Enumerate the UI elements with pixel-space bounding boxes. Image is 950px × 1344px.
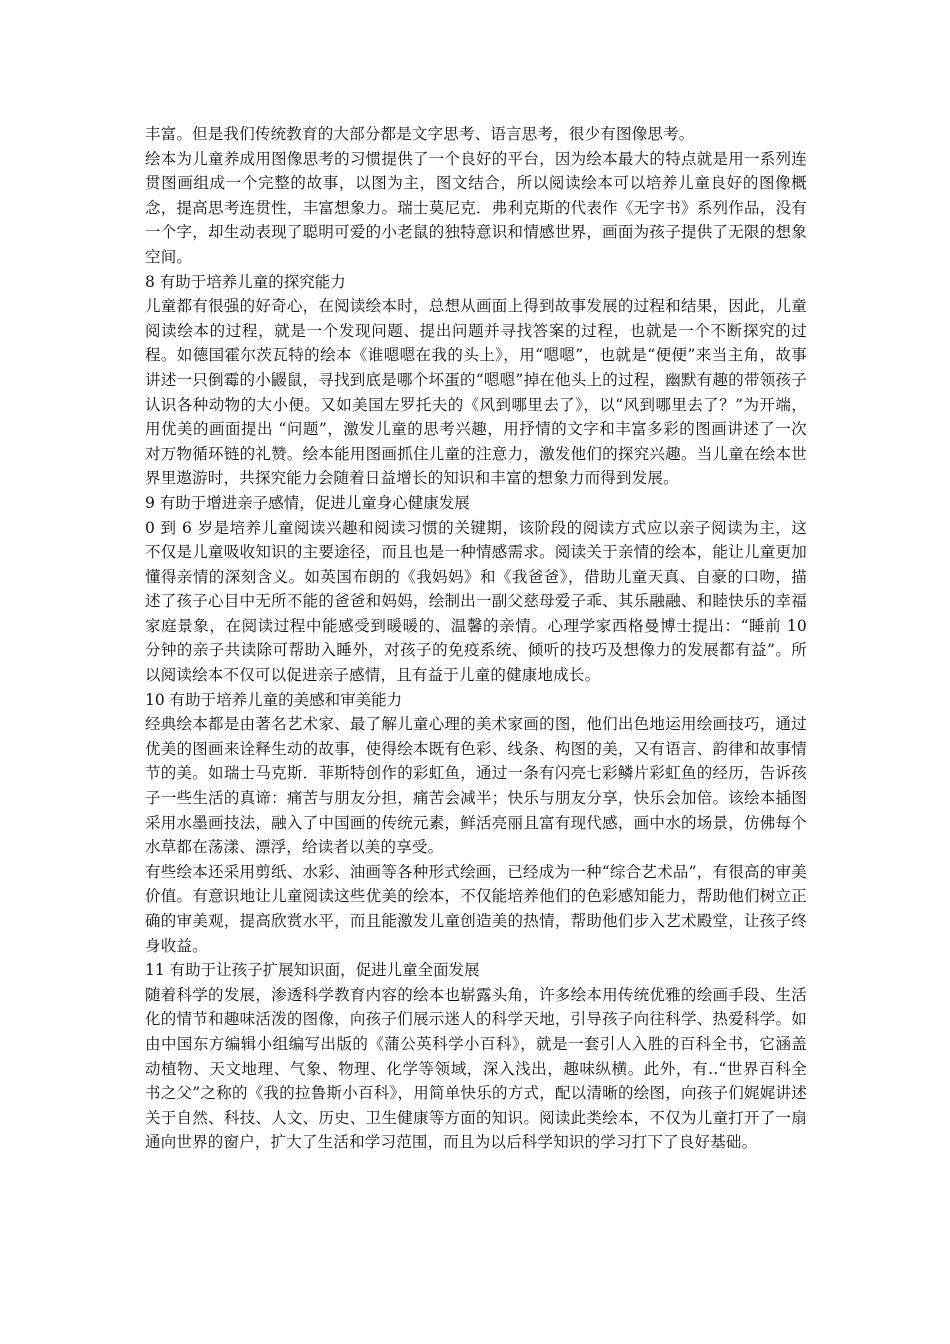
paragraph-art-forms: 有些绘本还采用剪纸、水彩、油画等各种形式绘画，已经成为一种“综合艺术品”，有很高的审美价值。有意识地让儿童阅读这些优美的绘本，不仅能培养他们的色彩感知能力，帮助他们树立正确的审美观，提高欣赏水平，而且能激发儿童创造美的热情，帮助他们步入艺术殿堂，让孩子终身收益。 (145, 862, 807, 955)
paragraph-parent-child: 0 到 6 岁是培养儿童阅读兴趣和阅读习惯的关键期，该阶段的阅读方式应以亲子阅读为主，这不仅是儿童吸收知识的主要途径，而且也是一种情感需求。阅读关于亲情的绘本，能让儿童更加懂得亲情的深刻含义。如英国布朗的《我妈妈》和《我爸爸》，借助儿童天真、自豪的口吻，描述了孩子心目中无所不能的爸爸和妈妈，绘制出一副父慈母爱子乖、其乐融融、和睦快乐的幸福家庭景象，在阅读过程中能感受到暖暖的、温馨的亲情。心理学家西格曼博士提出：“睡前 10 分钟的亲子共读除可帮助入睡外，对孩子的免疫系统、倾听的技巧及想像力的发展都有益”。所以阅读绘本不仅可以促进亲子感情，且有益于儿童的健康地成长。 (145, 518, 807, 685)
paragraph-aesthetics: 经典绘本都是由著名艺术家、最了解儿童心理的美术家画的图，他们出色地运用绘画技巧，通过优美的图画来诠释生动的故事，使得绘本既有色彩、线条、构图的美，又有语言、韵律和故事情节的美。如瑞士马克斯．菲斯特创作的彩虹鱼，通过一条有闪亮七彩鳞片彩虹鱼的经历，告诉孩子一些生活的真谛：痛苦与朋友分担，痛苦会减半；快乐与朋友分享，快乐会加倍。该绘本插图采用水墨画技法，融入了中国画的传统元素，鲜活亮丽且富有现代感，画中水的场景，仿佛每个水草都在荡漾、漂浮，给读者以美的享受。 (145, 715, 807, 857)
paragraph-knowledge: 随着科学的发展，渗透科学教育内容的绘本也崭露头角，许多绘本用传统优雅的绘画手段、生活化的情节和趣味活泼的图像，向孩子们展示迷人的科学天地，引导孩子向往科学、热爱科学。如由中国东方编辑小组编写出版的《蒲公英科学小百科》，就是一套引人入胜的百科全书，它涵盖动植物、天文地理、气象、物理、化学等领域，深入浅出，趣味纵横。此外，有..“世界百科全书之父”之称的《我的拉鲁斯小百科》，用简单快乐的方式，配以清晰的绘图，向孩子们娓娓讲述关于自然、科技、人文、历史、卫生健康等方面的知识。阅读此类绘本，不仅为儿童打开了一扇通向世界的窗户，扩大了生活和学习范围，而且为以后科学知识的学习打下了良好基础。 (145, 985, 807, 1152)
section-heading-11: 11 有助于让孩子扩展知识面，促进儿童全面发展 (145, 961, 480, 980)
paragraph-intro-tail: 丰富。但是我们传统教育的大部分都是文字思考、语言思考，很少有图像思考。 (145, 125, 695, 143)
paragraph-exploration: 儿童都有很强的好奇心，在阅读绘本时，总想从画面上得到故事发展的过程和结果，因此，儿童阅读绘本的过程，就是一个发现问题、提出问题并寻找答案的过程，也就是一个不断探究的过程。如德国霍尔茨瓦特的绘本《谁嗯嗯在我的头上》，用“嗯嗯”，也就是“便便”来当主角，故事讲述一只倒霉的小鼹鼠，寻找到底是哪个坏蛋的“嗯嗯”掉在他头上的过程，幽默有趣的带领孩子认识各种动物的大小便。又如美国左罗托夫的《风到哪里去了》，以“风到哪里去了？”为开端，用优美的画面提出 “问题”，激发儿童的思考兴趣，用抒情的文字和丰富多彩的图画讲述了一次对万物循环链的礼赞。绘本能用图画抓住儿童的注意力，激发他们的探究兴趣。当儿童在绘本世界里遨游时，共探究能力会随着日益增长的知识和丰富的想象力而得到发展。 (145, 297, 807, 488)
section-heading-8: 8 有助于培养儿童的探究能力 (145, 272, 346, 291)
document-page (145, 122, 807, 1155)
section-heading-10: 10 有助于培养儿童的美感和审美能力 (145, 690, 403, 709)
section-heading-9: 9 有助于增进亲子感情，促进儿童身心健康发展 (145, 493, 470, 512)
paragraph-image-thinking: 绘本为儿童养成用图像思考的习惯提供了一个良好的平台，因为绘本最大的特点就是用一系列连贯图画组成一个完整的故事，以图为主，图文结合，所以阅读绘本可以培养儿童良好的图像概念，提高思考连贯性，丰富想象力。瑞士莫尼克．弗利克斯的代表作《无字书》系列作品，没有一个字，却生动表现了聪明可爱的小老鼠的独特意识和情感世界，画面为孩子提供了无限的想象空间。 (145, 149, 807, 266)
